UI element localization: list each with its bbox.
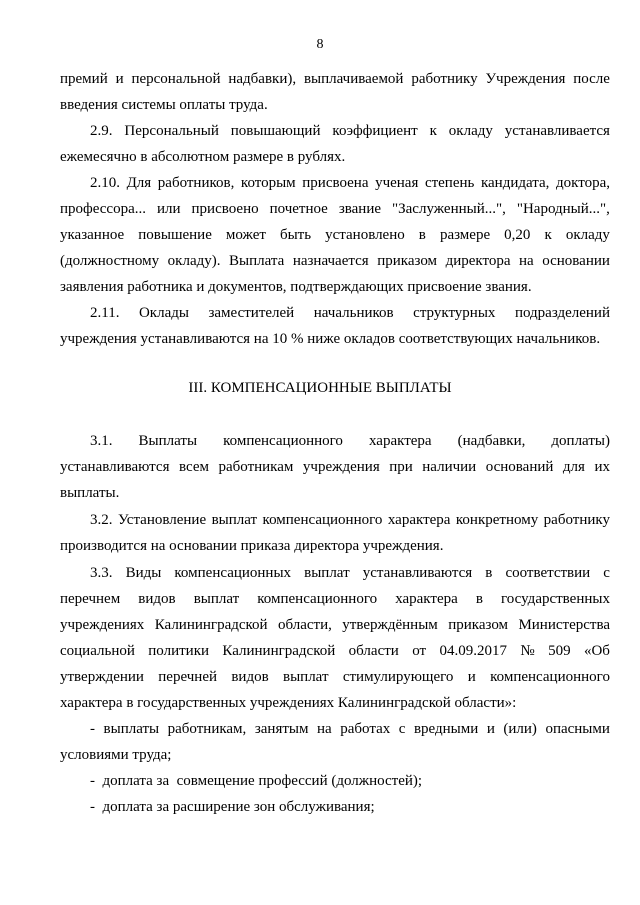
word: размере bbox=[439, 227, 491, 243]
justified-line bbox=[60, 638, 610, 664]
justified-line bbox=[60, 196, 610, 222]
word: от bbox=[412, 643, 427, 659]
word: и bbox=[486, 721, 495, 737]
word: характера bbox=[368, 433, 432, 449]
word: доктора, bbox=[555, 175, 610, 191]
word: компенсационного bbox=[257, 591, 378, 607]
word: работникам bbox=[218, 459, 294, 475]
word: и bbox=[115, 71, 124, 87]
word: работнику bbox=[543, 512, 610, 528]
word: наличии bbox=[422, 459, 477, 475]
word: видов bbox=[138, 591, 176, 607]
word: социальной bbox=[60, 643, 135, 659]
word: № bbox=[520, 643, 535, 659]
word: директора bbox=[445, 253, 511, 269]
text-line: характера в государственных учреждениях Калининградской области»: bbox=[60, 695, 517, 711]
word: перечнем bbox=[60, 591, 121, 607]
word: занятым bbox=[254, 721, 309, 737]
justified-line bbox=[60, 428, 610, 454]
word: Установление bbox=[117, 512, 207, 528]
word: выплат bbox=[283, 669, 329, 685]
word: ученая bbox=[375, 175, 419, 191]
word: утверждённым bbox=[342, 617, 438, 633]
word: Выплата bbox=[229, 253, 285, 269]
word: их bbox=[594, 459, 610, 475]
word: перечней bbox=[158, 669, 218, 685]
word: 2.10. bbox=[90, 175, 120, 191]
word: при bbox=[389, 459, 413, 475]
word: характера bbox=[387, 512, 451, 528]
word: 3.2. bbox=[90, 512, 113, 528]
word: "Народный...", bbox=[516, 201, 610, 217]
text-line: производится на основании приказа директора учреждения. bbox=[60, 538, 444, 554]
word: 2.11. bbox=[90, 305, 120, 321]
text-line: выплаты. bbox=[60, 485, 120, 501]
word: к bbox=[429, 123, 437, 139]
word: приказом bbox=[448, 617, 509, 633]
word: после bbox=[573, 71, 610, 87]
word: Для bbox=[126, 175, 152, 191]
word: - bbox=[90, 721, 95, 737]
word: работникам, bbox=[167, 721, 247, 737]
word: надбавки), bbox=[228, 71, 297, 87]
word: основании bbox=[542, 253, 610, 269]
word: Министерства bbox=[518, 617, 610, 633]
word: выплачиваемой bbox=[303, 71, 404, 87]
justified-line bbox=[60, 300, 610, 326]
word: компенсационных bbox=[174, 565, 292, 581]
justified-line bbox=[60, 222, 610, 248]
word: устанавливаются bbox=[60, 459, 170, 475]
word: государственных bbox=[501, 591, 610, 607]
word: устанавливаются bbox=[362, 565, 473, 581]
word: с bbox=[398, 721, 406, 737]
justified-line bbox=[60, 454, 610, 480]
word: быть bbox=[279, 227, 312, 243]
word: на bbox=[519, 253, 534, 269]
list-item-line: условиями труда; bbox=[60, 747, 172, 763]
justified-line bbox=[60, 612, 610, 638]
word: персональной bbox=[131, 71, 221, 87]
word: указанное bbox=[60, 227, 125, 243]
word: компенсационного bbox=[262, 512, 383, 528]
justified-line bbox=[60, 507, 610, 533]
word: опасными bbox=[545, 721, 610, 737]
paragraph-3-3 bbox=[60, 560, 610, 716]
word: 04.09.2017 bbox=[439, 643, 507, 659]
word: устанавливается bbox=[504, 123, 610, 139]
word: или bbox=[157, 201, 181, 217]
word: Калининградской bbox=[154, 617, 268, 633]
word: звание bbox=[338, 201, 382, 217]
word: окладу bbox=[448, 123, 493, 139]
word: повышение bbox=[138, 227, 212, 243]
word: компенсационного bbox=[223, 433, 343, 449]
word: 0,20 bbox=[504, 227, 531, 243]
word: приказом bbox=[377, 253, 438, 269]
word: Персональный bbox=[124, 123, 219, 139]
word: премий bbox=[60, 71, 108, 87]
word: вредными bbox=[413, 721, 479, 737]
word: выплат bbox=[193, 591, 240, 607]
list-item: - доплата за расширение зон обслуживания; bbox=[90, 799, 375, 815]
word: Выплаты bbox=[138, 433, 198, 449]
paragraph-3-2 bbox=[60, 507, 610, 559]
justified-line bbox=[60, 248, 610, 274]
word: учреждения bbox=[302, 459, 380, 475]
word: назначается bbox=[292, 253, 369, 269]
word: Учреждения bbox=[485, 71, 566, 87]
word: доплаты) bbox=[551, 433, 610, 449]
word: выплат bbox=[304, 565, 350, 581]
paragraph-continuation bbox=[60, 66, 610, 118]
text-line: введения системы оплаты труда. bbox=[60, 97, 268, 113]
word: работах bbox=[340, 721, 391, 737]
word: на bbox=[317, 721, 332, 737]
word: учреждениях bbox=[60, 617, 145, 633]
word: «Об bbox=[583, 643, 610, 659]
word: 509 bbox=[548, 643, 571, 659]
word: в bbox=[475, 591, 483, 607]
word: конкретному bbox=[455, 512, 539, 528]
word: заместителей bbox=[208, 305, 295, 321]
word: для bbox=[562, 459, 585, 475]
word: 2.9. bbox=[90, 123, 113, 139]
word: работнику bbox=[411, 71, 478, 87]
word: коэффициент bbox=[332, 123, 418, 139]
justified-line bbox=[60, 170, 610, 196]
word: установлено bbox=[325, 227, 405, 243]
justified-line bbox=[60, 586, 610, 612]
justified-line bbox=[60, 560, 610, 586]
justified-line bbox=[60, 664, 610, 690]
word: выплат bbox=[211, 512, 258, 528]
word: Калининградской bbox=[222, 643, 336, 659]
word: которым bbox=[240, 175, 296, 191]
word: в bbox=[418, 227, 426, 243]
word: 3.1. bbox=[90, 433, 113, 449]
compensation-list bbox=[60, 716, 610, 820]
word: "Заслуженный...", bbox=[392, 201, 506, 217]
word: и bbox=[467, 669, 476, 685]
word: с bbox=[603, 565, 610, 581]
word: работников, bbox=[157, 175, 235, 191]
word: почетное bbox=[269, 201, 328, 217]
word: политики bbox=[148, 643, 210, 659]
word: (или) bbox=[503, 721, 537, 737]
word: к bbox=[544, 227, 552, 243]
word: может bbox=[225, 227, 266, 243]
paragraph-2-9 bbox=[60, 118, 610, 170]
word: (надбавки, bbox=[457, 433, 526, 449]
word: присвоена bbox=[302, 175, 369, 191]
word: кандидата, bbox=[480, 175, 550, 191]
word: окладу bbox=[565, 227, 610, 243]
word: структурных bbox=[413, 305, 496, 321]
word: оснований bbox=[485, 459, 554, 475]
word: области, bbox=[277, 617, 332, 633]
word: присвоено bbox=[191, 201, 259, 217]
word: соответствии bbox=[505, 565, 591, 581]
page-number: 8 bbox=[316, 37, 324, 52]
word: в bbox=[485, 565, 493, 581]
list-item-line bbox=[60, 716, 610, 742]
word: Оклады bbox=[138, 305, 189, 321]
paragraph-2-10 bbox=[60, 170, 610, 300]
justified-line bbox=[60, 66, 610, 92]
word: начальников bbox=[313, 305, 394, 321]
word: выплаты bbox=[103, 721, 160, 737]
word: повышающий bbox=[230, 123, 321, 139]
word: окладу). bbox=[167, 253, 221, 269]
word: подразделений bbox=[514, 305, 610, 321]
word: компенсационного bbox=[490, 669, 610, 685]
word: области bbox=[348, 643, 399, 659]
text-line: ежемесячно в абсолютном размере в рублях. bbox=[60, 149, 346, 165]
word: всем bbox=[178, 459, 209, 475]
paragraph-2-11 bbox=[60, 300, 610, 352]
word: (должностному bbox=[60, 253, 160, 269]
list-item: - доплата за совмещение профессий (должностей); bbox=[90, 773, 423, 789]
section-heading: III. КОМПЕНСАЦИОННЫЕ ВЫПЛАТЫ bbox=[188, 380, 452, 396]
word: степень bbox=[424, 175, 475, 191]
justified-line bbox=[60, 118, 610, 144]
text-line: учреждения устанавливаются на 10 % ниже окладов соответствующих начальников. bbox=[60, 331, 601, 347]
word: профессора... bbox=[60, 201, 147, 217]
text-line: заявления работника и документов, подтверждающих присвоение звания. bbox=[60, 279, 532, 295]
word: Виды bbox=[125, 565, 162, 581]
word: 3.3. bbox=[90, 565, 113, 581]
word: видов bbox=[231, 669, 269, 685]
word: характера bbox=[395, 591, 458, 607]
paragraph-3-1 bbox=[60, 428, 610, 506]
word: стимулирующего bbox=[342, 669, 454, 685]
word: утверждении bbox=[60, 669, 144, 685]
